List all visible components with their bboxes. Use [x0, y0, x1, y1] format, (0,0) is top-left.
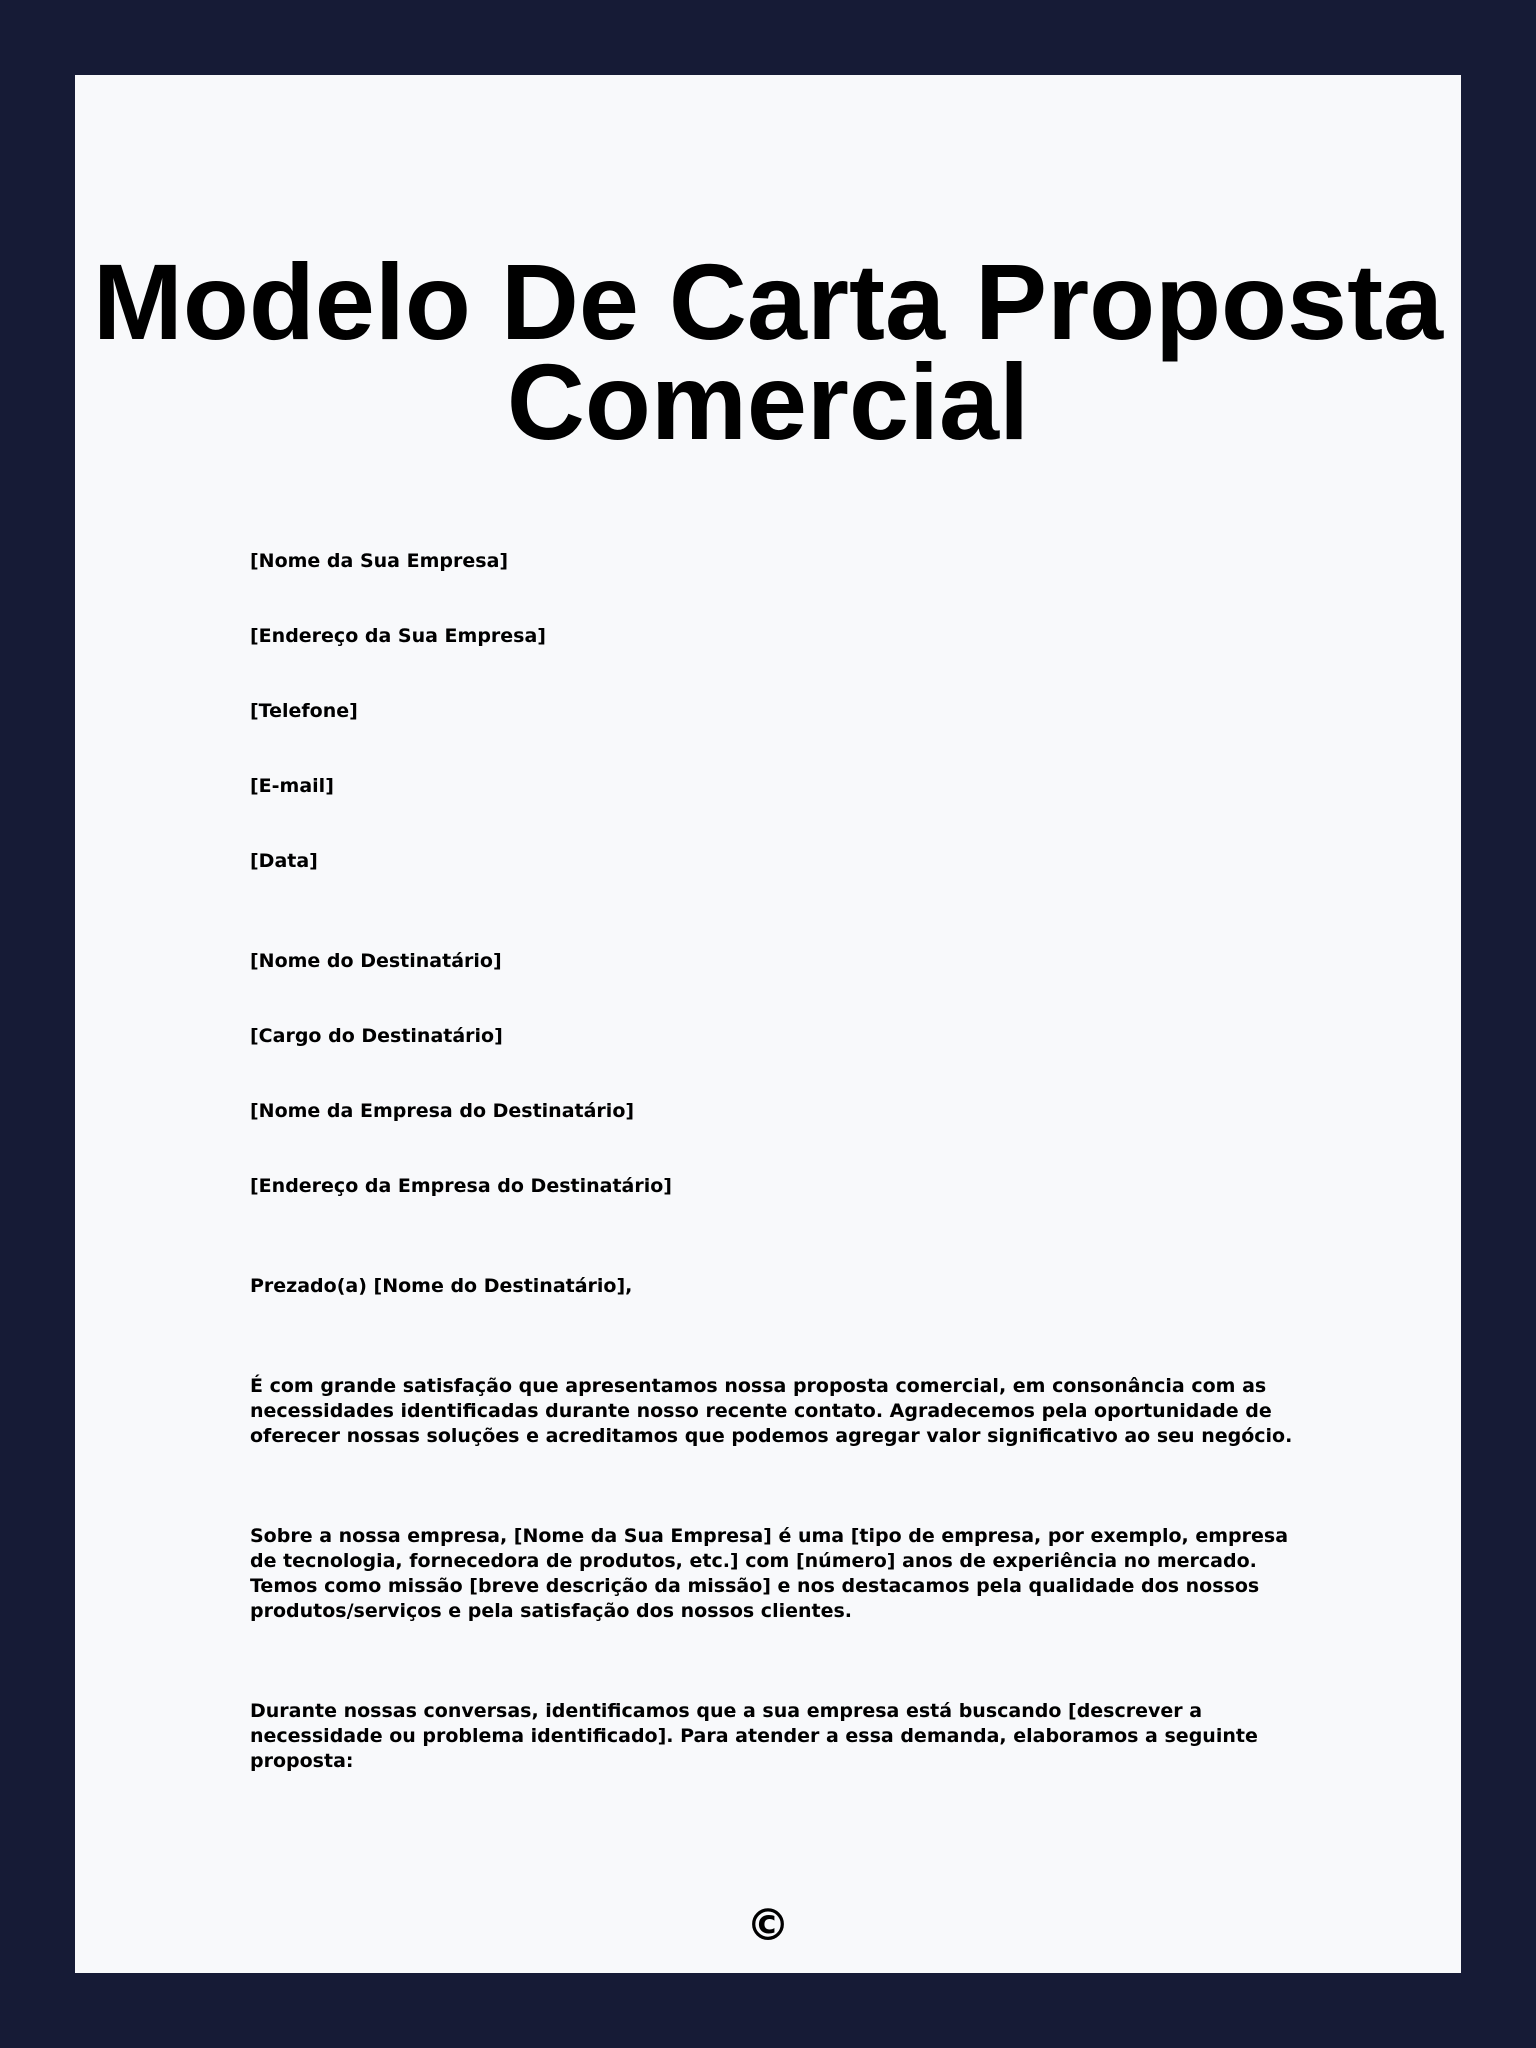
sender-company-address: [Endereço da Sua Empresa] [250, 625, 546, 647]
letter-date: [Data] [250, 850, 318, 872]
sender-email: [E-mail] [250, 775, 334, 797]
recipient-position: [Cargo do Destinatário] [250, 1025, 503, 1047]
document-page [75, 75, 1461, 1973]
sender-company-name: [Nome da Sua Empresa] [250, 550, 509, 572]
paragraph-proposal: Durante nossas conversas, identificamos que a sua empresa está buscando [descrever a necessidade ou problema identificado]. Para atender a essa demanda, elaboramos a seguinte proposta: [250, 1700, 1258, 1772]
document-title: Modelo De Carta Proposta Comercial [92, 241, 1444, 462]
recipient-name: [Nome do Destinatário] [250, 950, 502, 972]
recipient-company-address: [Endereço da Empresa do Destinatário] [250, 1175, 672, 1197]
copyright-symbol: © [746, 1900, 790, 1951]
greeting: Prezado(a) [Nome do Destinatário], [250, 1275, 633, 1297]
paragraph-intro: É com grande satisfação que apresentamos nossa proposta comercial, em consonância com as necessidades identificadas durante nosso recente contato. Agradecemos pela oportunidade de oferecer nossas soluções e acreditamos que podemos agregar valor significativo ao seu negócio. [250, 1375, 1293, 1447]
recipient-company-name: [Nome da Empresa do Destinatário] [250, 1100, 635, 1122]
sender-phone: [Telefone] [250, 700, 358, 722]
paragraph-about-company: Sobre a nossa empresa, [Nome da Sua Empresa] é uma [tipo de empresa, por exemplo, empresa de tecnologia, fornecedora de produtos, etc.] com [número] anos de experiência no mercado. Temos como missão [breve descrição da missão] e nos destacamos pela qualidade dos nossos produtos/serviços e pela satisfação dos nossos clientes. [250, 1525, 1289, 1622]
